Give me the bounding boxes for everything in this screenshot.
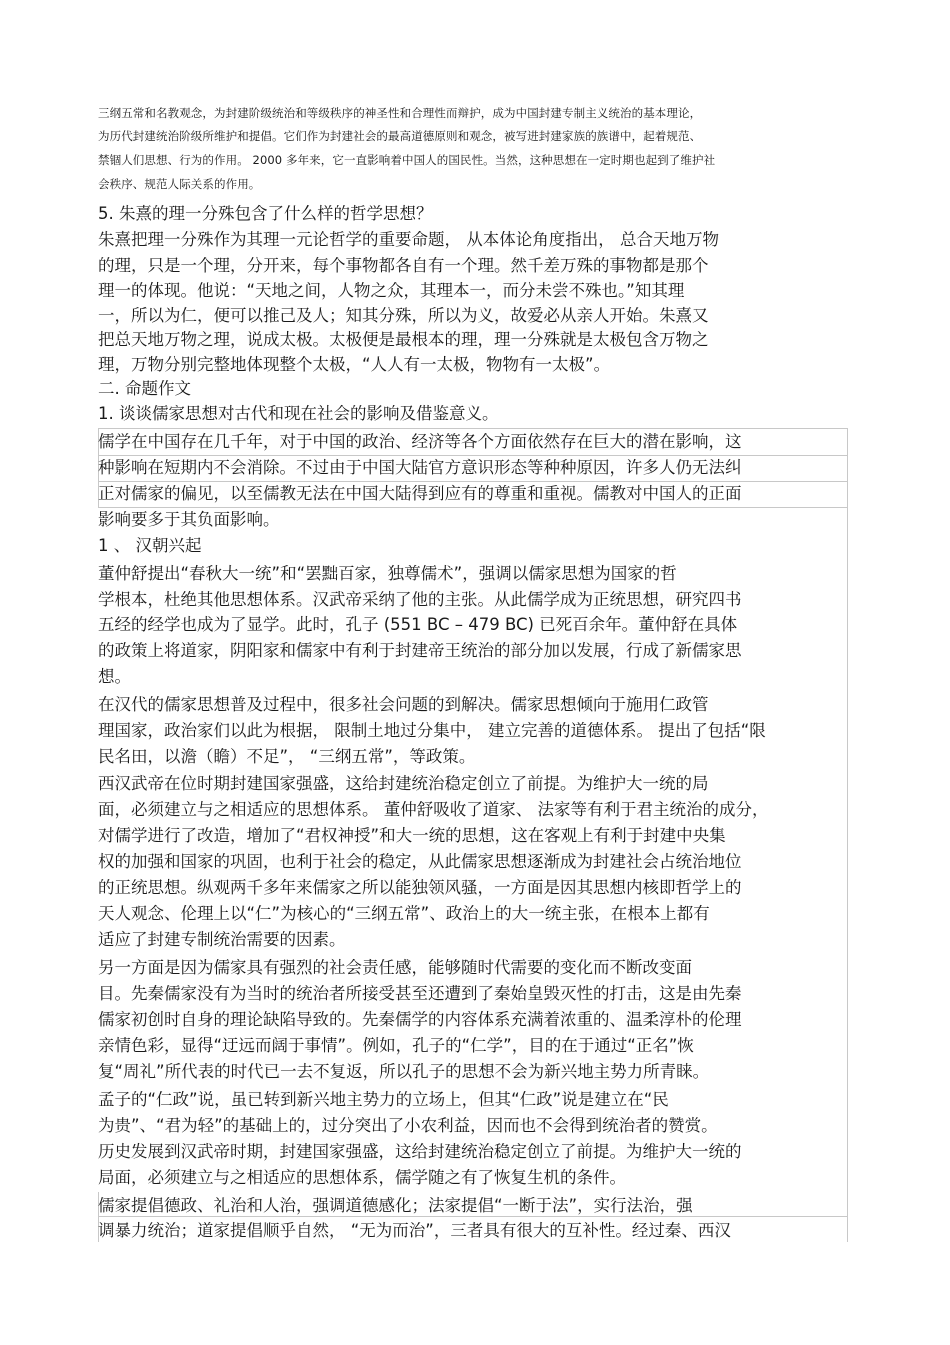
paragraph-line: 面，必须建立与之相适应的思想体系。 董仲舒吸收了道家、 法家等有利于君主统治的成分， <box>98 800 769 819</box>
paragraph-line: 孟子的“仁政”说，虽已转到新兴地主势力的立场上，但其“仁政”说是建立在“民 <box>98 1090 669 1109</box>
paragraph-line: 儒学在中国存在几千年，对于中国的政治、经济等各个方面依然存在巨大的潜在影响，这 <box>98 432 742 451</box>
paragraph-line: 儒家提倡德政、礼治和人治，强调道德感化；法家提倡“一断于法”，实行法治，强 <box>98 1196 693 1215</box>
table-rule <box>98 507 848 508</box>
table-border <box>847 507 848 1242</box>
paragraph-line: 天人观念、伦理上以“仁”为核心的“三纲五常”、政治上的大一统主张，在根本上都有 <box>98 904 710 923</box>
paragraph-line: 儒家初创时自身的理论缺陷导致的。先秦儒学的内容体系充满着浓重的、温柔淳朴的伦理 <box>98 1010 742 1029</box>
paragraph-line: 对儒学进行了改造，增加了“君权神授”和大一统的思想，这在客观上有利于封建中央集 <box>98 826 726 845</box>
paragraph-line: 的政策上将道家，阴阳家和儒家中有利于封建帝王统治的部分加以发展，行成了新儒家思 <box>98 641 742 660</box>
table-border <box>847 428 848 507</box>
question-title: 5. 朱熹的理一分殊包含了什么样的哲学思想？ <box>98 204 433 223</box>
paragraph-line: 种影响在短期内不会消除。不过由于中国大陆官方意识形态等种种原因，许多人仍无法纠 <box>98 458 742 477</box>
paragraph-line: 把总天地万物之理，说成太极。太极便是最根本的理，理一分殊就是太极包含万物之 <box>98 330 709 349</box>
intro-line: 禁锢人们思想、行为的作用。 2000 多年来，它一直影响着中国人的国民性。当然，这种思想在一定时期也起到了维护社 <box>98 153 716 167</box>
paragraph-line: 在汉代的儒家思想普及过程中，很多社会问题的到解决。儒家思想倾向于施用仁政管 <box>98 695 709 714</box>
paragraph-line: 一，所以为仁，便可以推己及人；知其分殊，所以为义，故爱必从亲人开始。朱熹又 <box>98 306 709 325</box>
paragraph-line: 影响要多于其负面影响。 <box>98 510 280 529</box>
intro-line: 会秩序、规范人际关系的作用。 <box>98 177 261 191</box>
intro-line: 为历代封建统治阶级所维护和提倡。它们作为封建社会的最高道德原则和观念，被写进封建家族的族谱中，起着规范、 <box>98 129 702 143</box>
table-rule <box>98 1216 848 1217</box>
table-rule <box>98 455 848 456</box>
paragraph-line: 董仲舒提出“春秋大一统”和“罢黜百家，独尊儒术”，强调以儒家思想为国家的哲 <box>98 564 677 583</box>
intro-line: 三纲五常和名教观念，为封建阶级统治和等级秩序的神圣性和合理性而辩护，成为中国封建专制主义统治的基本理论， <box>98 106 702 120</box>
table-rule <box>98 428 848 429</box>
paragraph-line: 的正统思想。纵观两千多年来儒家之所以能独领风骚，一方面是因其思想内核即哲学上的 <box>98 878 742 897</box>
paragraph-line: 朱熹把理一分殊作为其理一元论哲学的重要命题， 从本体论角度指出， 总合天地万物 <box>98 230 719 249</box>
paragraph-line: 五经的经学也成为了显学。此时，孔子 (551 BC – 479 BC) 已死百余年。董仲舒在具体 <box>98 615 738 634</box>
paragraph-line: 复“周礼”所代表的时代已一去不复返，所以孔子的思想不会为新兴地主势力所青睐。 <box>98 1062 710 1081</box>
paragraph-line: 为贵”、“君为轻”的基础上的，过分突出了小农利益，因而也不会得到统治者的赞赏。 <box>98 1116 718 1135</box>
paragraph-line: 适应了封建专制统治需要的因素。 <box>98 930 346 949</box>
paragraph-line: 历史发展到汉武帝时期，封建国家强盛，这给封建统治稳定创立了前提。为维护大一统的 <box>98 1142 742 1161</box>
paragraph-line: 权的加强和国家的巩固，也利于社会的稳定，从此儒家思想逐渐成为封建社会占统治地位 <box>98 852 742 871</box>
paragraph-line: 正对儒家的偏见，以至儒教无法在中国大陆得到应有的尊重和重视。儒教对中国人的正面 <box>98 484 742 503</box>
paragraph-line: 想。 <box>98 667 131 686</box>
paragraph-line: 学根本，杜绝其他思想体系。汉武帝采纳了他的主张。从此儒学成为正统思想，研究四书 <box>98 590 742 609</box>
paragraph-line: 目。先秦儒家没有为当时的统治者所接受甚至还遭到了秦始皇毁灭性的打击，这是由先秦 <box>98 984 742 1003</box>
paragraph-line: 调暴力统治；道家提倡顺乎自然， “无为而治”，三者具有很大的互补性。经过秦、西汉 <box>98 1221 731 1240</box>
paragraph-line: 局面，必须建立与之相适应的思想体系，儒学随之有了恢复生机的条件。 <box>98 1168 626 1187</box>
paragraph-line: 民名田，以澹（瞻）不足”， “三纲五常”，等政策。 <box>98 747 476 766</box>
paragraph-line: 理一的体现。他说：“天地之间，人物之众，其理本一，而分未尝不殊也。”知其理 <box>98 281 685 300</box>
paragraph-line: 理，万物分别完整地体现整个太极，“人人有一太极，物物有一太极”。 <box>98 355 611 374</box>
paragraph-line: 亲情色彩，显得“迂远而阔于事情”。例如，孔子的“仁学”，目的在于通过“正名”恢 <box>98 1036 694 1055</box>
paragraph-line: 西汉武帝在位时期封建国家强盛，这给封建统治稳定创立了前提。为维护大一统的局 <box>98 774 709 793</box>
question-title: 1. 谈谈儒家思想对古代和现在社会的影响及借鉴意义。 <box>98 404 499 423</box>
paragraph-line: 的理，只是一个理，分开来，每个事物都各自有一个理。然千差万殊的事物都是那个 <box>98 256 709 275</box>
paragraph-line: 理国家，政治家们以此为根据， 限制土地过分集中， 建立完善的道德体系。 提出了包括“限 <box>98 721 766 740</box>
subsection-heading: 1 、 汉朝兴起 <box>98 536 202 555</box>
table-rule <box>98 481 848 482</box>
section-heading: 二. 命题作文 <box>98 379 191 398</box>
paragraph-line: 另一方面是因为儒家具有强烈的社会责任感，能够随时代需要的变化而不断改变面 <box>98 958 692 977</box>
